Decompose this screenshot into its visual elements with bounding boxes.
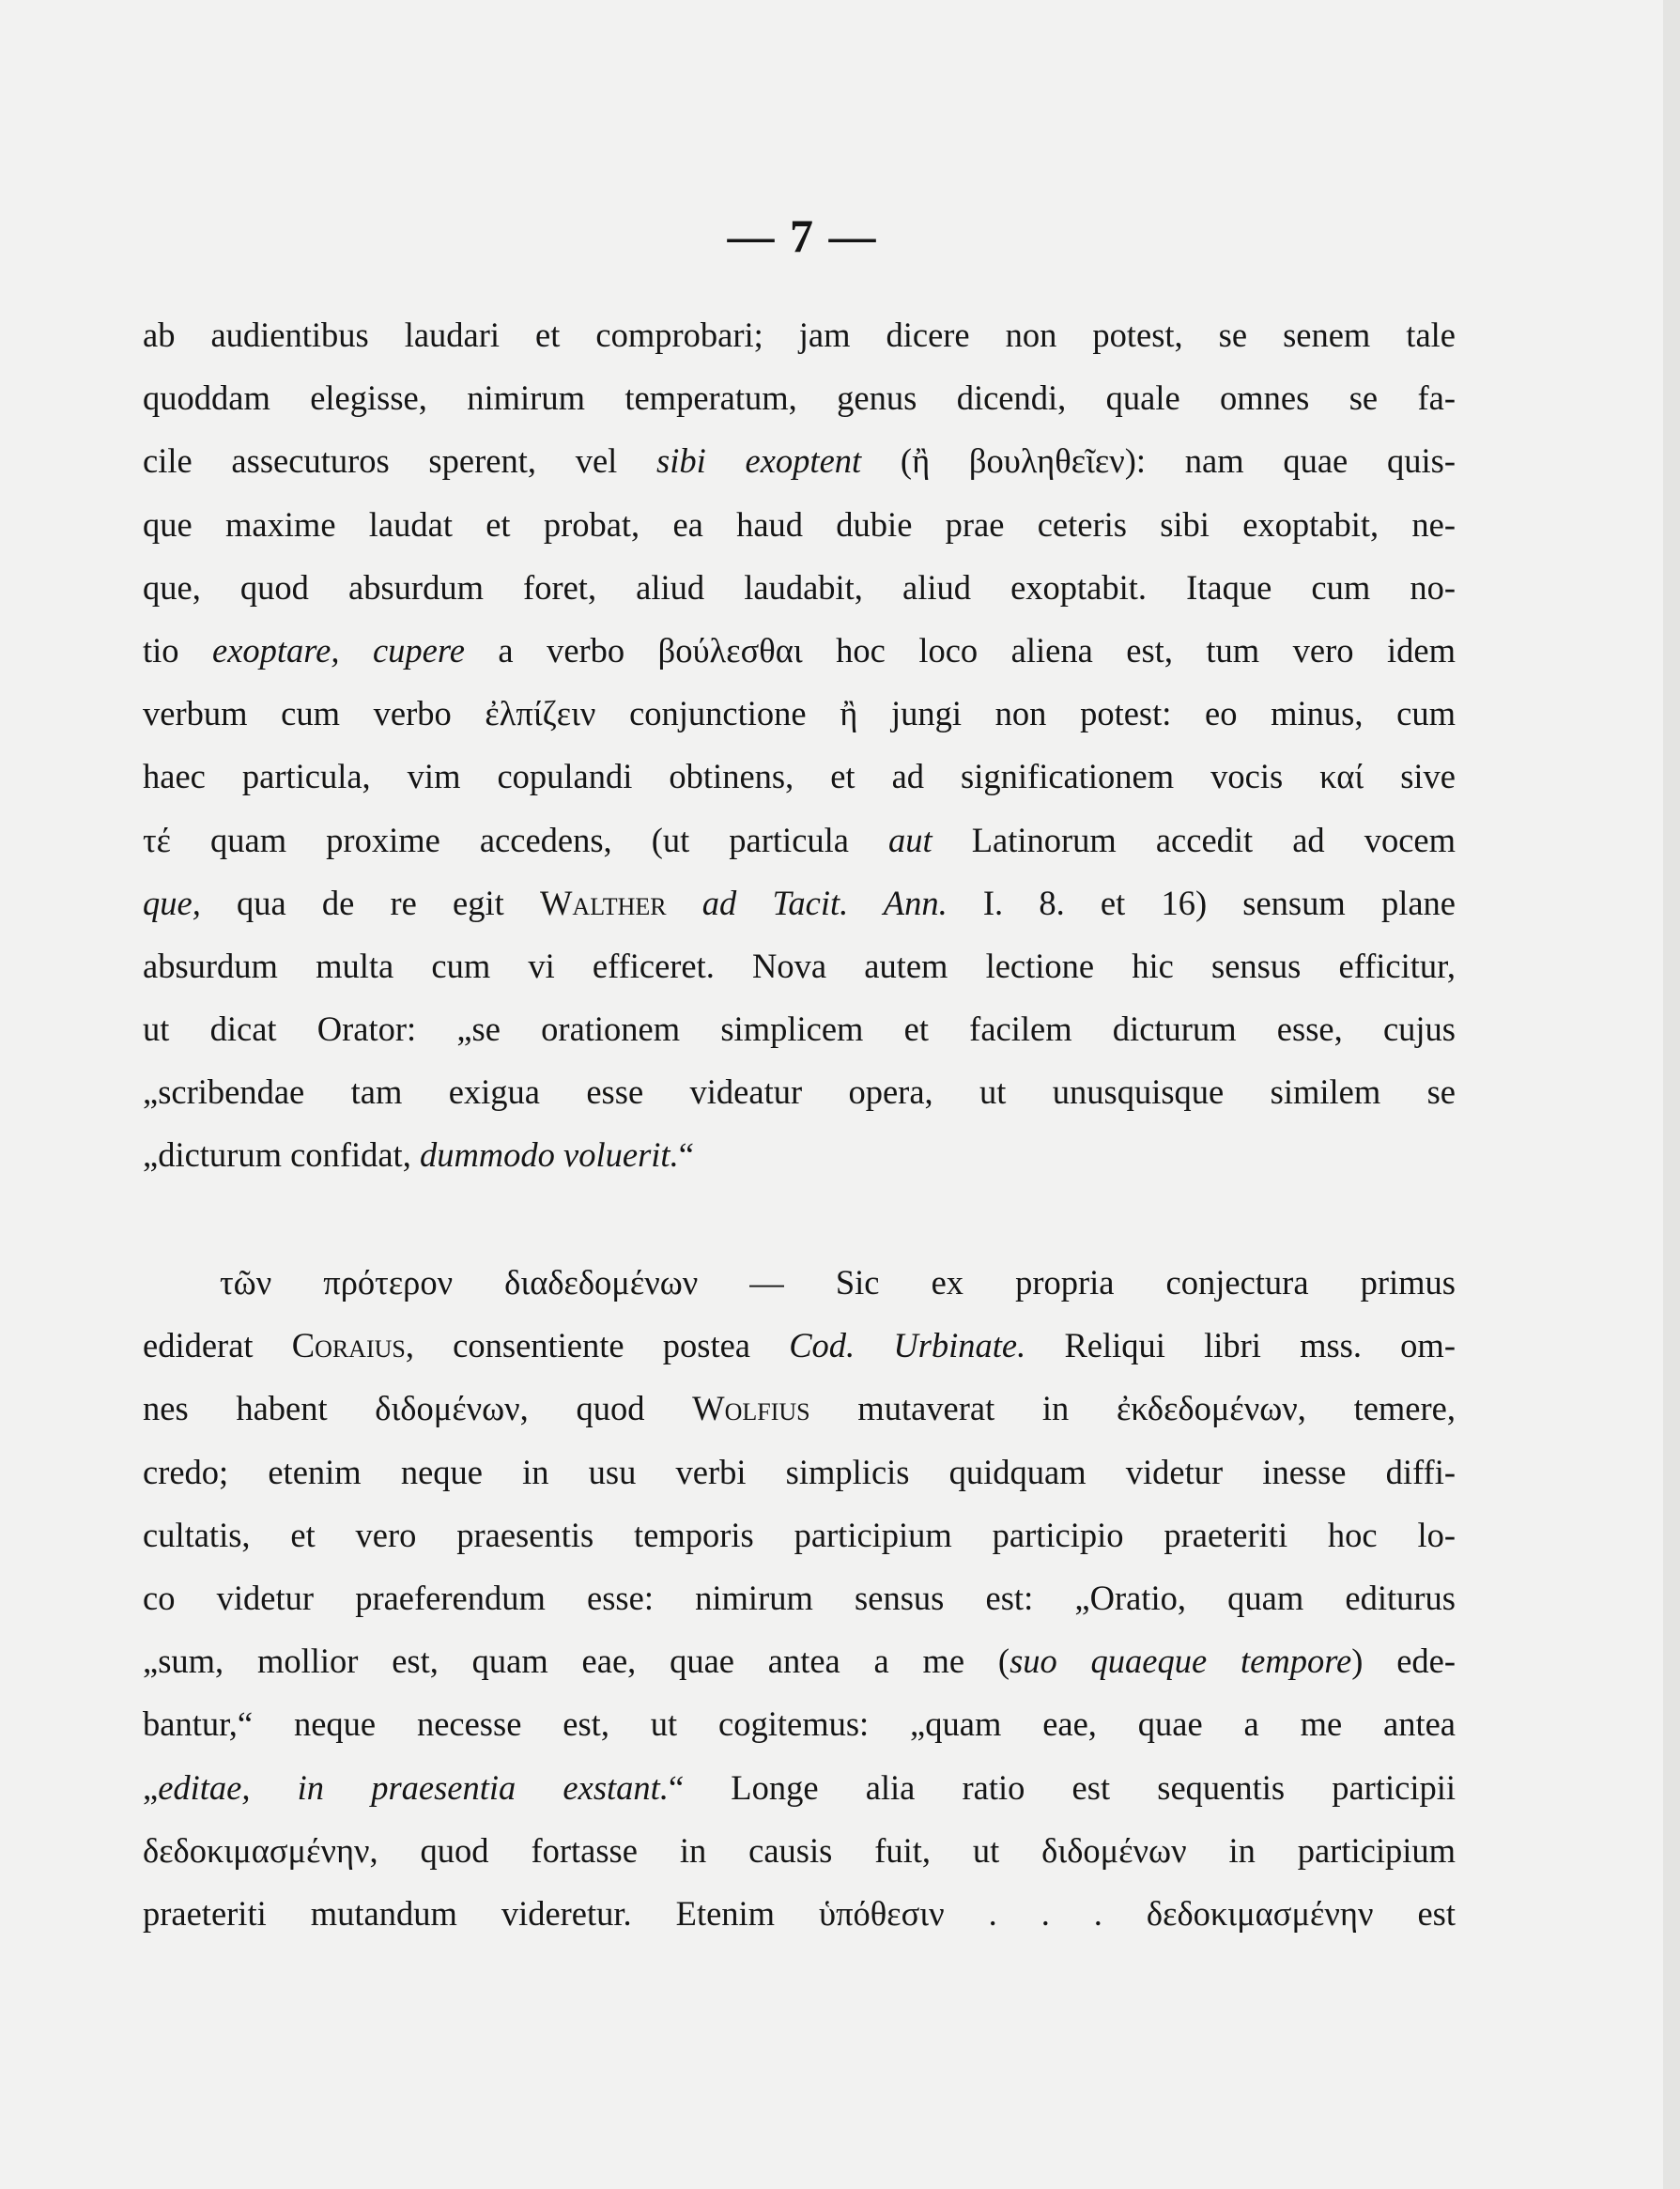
text-line: quoddam elegisse, nimirum temperatum, genus dicendi, quale omnes se fa- (143, 378, 1456, 418)
text-line: que maxime laudat et probat, ea haud dubie prae ceteris sibi exoptabit, ne- (143, 504, 1456, 544)
text-line: verbum cum verbo ἐλπίζειν conjunctione ἢ jungi non potest: eo minus, cum (143, 694, 1456, 733)
text-line: δεδοκιμασμένην, quod fortasse in causis fuit, ut διδομένων in participium (143, 1830, 1456, 1870)
text-line: „dicturum confidat, dummodo voluerit.“ (143, 1135, 694, 1175)
text-line: praeteriti mutandum videretur. Etenim ὑπόθεσιν . . . δεδοκιμασμένην est (143, 1893, 1456, 1933)
text-line: absurdum multa cum vi efficeret. Nova autem lectione hic sensus efficitur, (143, 946, 1456, 985)
text-line: „editae, in praesentia exstant.“ Longe alia ratio est sequentis participii (143, 1767, 1456, 1807)
text-line: „scribendae tam exigua esse videatur opera, ut unusquisque similem se (143, 1072, 1456, 1112)
text-line: τῶν πρότερον διαδεδομένων — Sic ex propria conjectura primus (220, 1263, 1456, 1302)
text-line: nes habent διδομένων, quod Wolfius mutaverat in ἐκδεδομένων, temere, (143, 1389, 1456, 1428)
text-line: ediderat Coraius, consentiente postea Cod. Urbinate. Reliqui libri mss. om- (143, 1326, 1456, 1365)
text-line: haec particula, vim copulandi obtinens, et ad significationem vocis καί sive (143, 757, 1456, 796)
text-line: τέ quam proxime accedens, (ut particula aut Latinorum accedit ad vocem (143, 820, 1456, 859)
text-line: que, quod absurdum foret, aliud laudabit, aliud exoptabit. Itaque cum no- (143, 567, 1456, 607)
page-edge (1663, 0, 1680, 2189)
text-line: ab audientibus laudari et comprobari; jam dicere non potest, se senem tale (143, 316, 1456, 354)
paragraph-2 (143, 1251, 1456, 1945)
text-line: credo; etenim neque in usu verbi simplicis quidquam videtur inesse diffi- (143, 1452, 1456, 1491)
paragraph-1 (143, 303, 1456, 1187)
text-line: co videtur praeferendum esse: nimirum sensus est: „Oratio, quam editurus (143, 1578, 1456, 1617)
text-line: cultatis, et vero praesentis temporis participium participio praeteriti hoc lo- (143, 1515, 1456, 1554)
page-number: — 7 — (727, 209, 878, 262)
text-line: cile assecuturos sperent, vel sibi exoptent (ἢ βουληθεῖεν): nam quae quis- (143, 441, 1456, 481)
text-line: tio exoptare, cupere a verbo βούλεσθαι hoc loco aliena est, tum vero idem (143, 630, 1456, 670)
text-line: „sum, mollior est, quam eae, quae antea a me (suo quaeque tempore) ede- (143, 1642, 1456, 1681)
text-line: ut dicat Orator: „se orationem simplicem et facilem dicturum esse, cujus (143, 1010, 1456, 1049)
text-line: bantur,“ neque necesse est, ut cogitemus: „quam eae, quae a me antea (143, 1704, 1456, 1744)
text-line: que, qua de re egit Walther ad Tacit. Ann. I. 8. et 16) sensum plane (143, 883, 1456, 922)
